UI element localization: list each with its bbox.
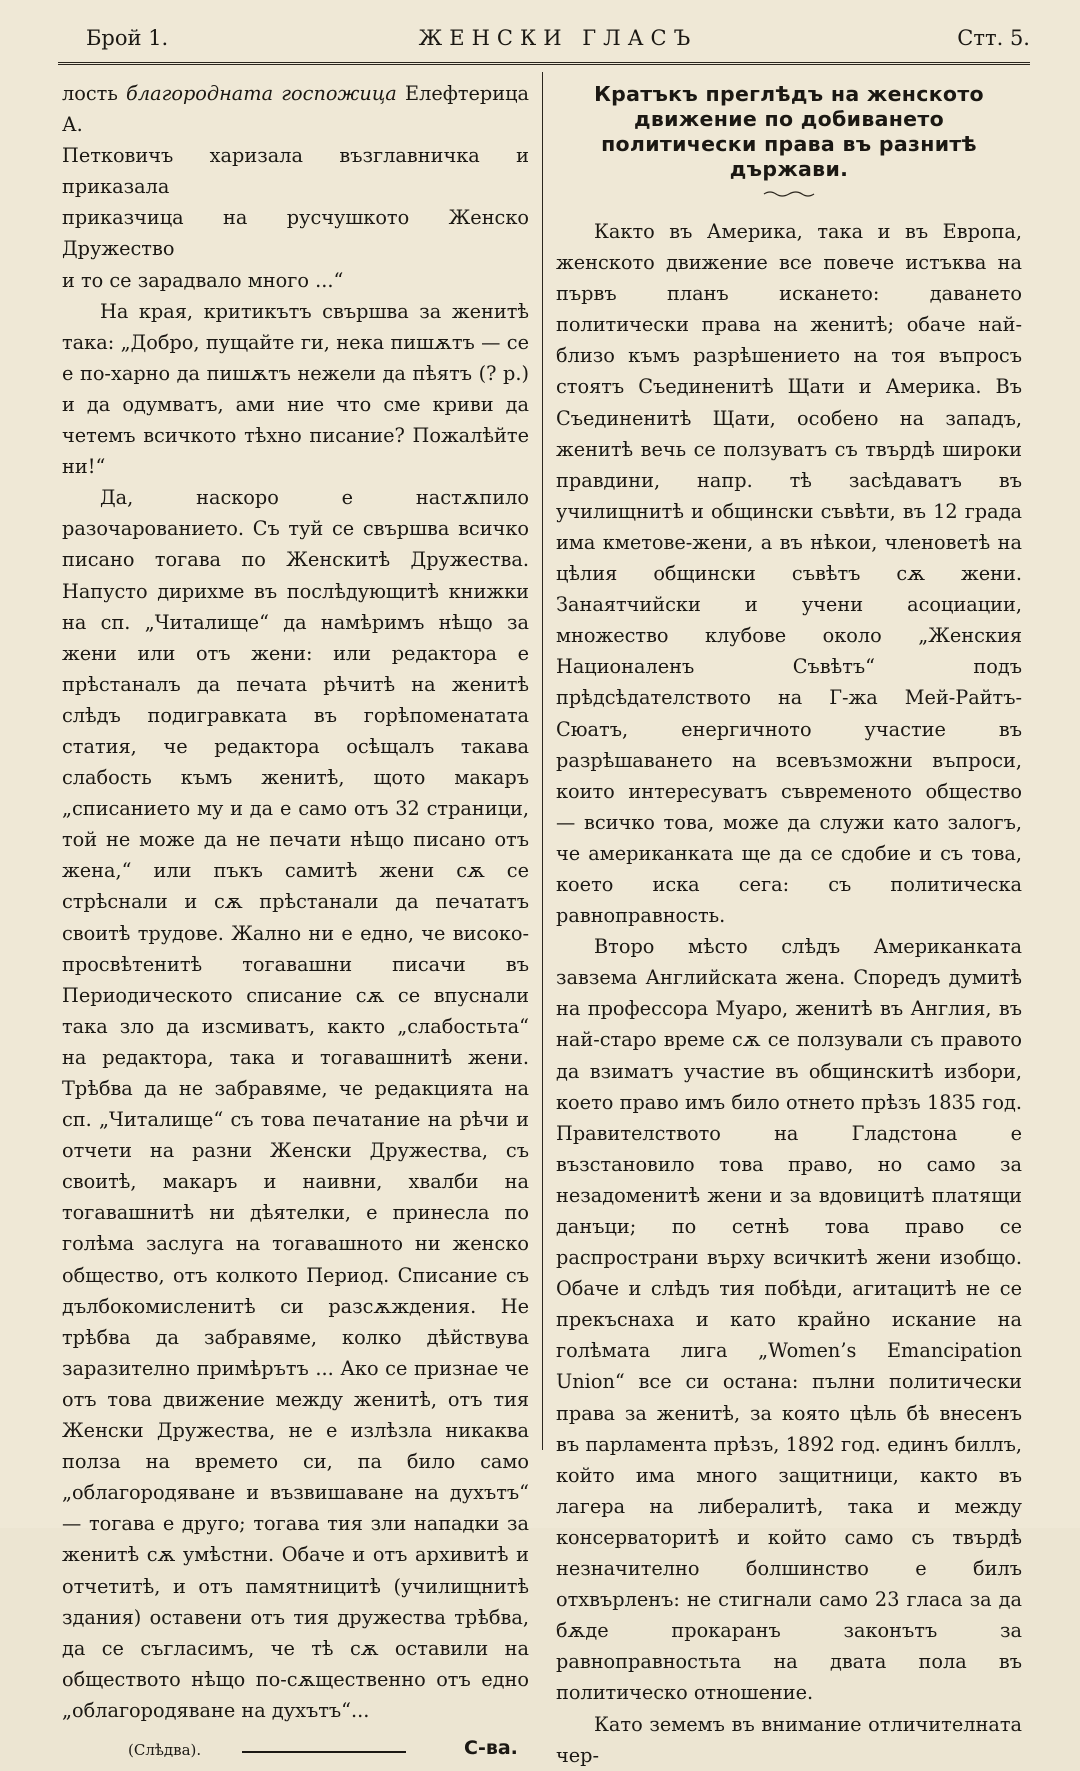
- article-footer: [62, 1733, 529, 1767]
- continued-line-1: лость благородната госпожица Елефтерица А.: [62, 82, 529, 137]
- continued-line-4: и то се зарадвало много ...“: [62, 268, 344, 292]
- separator-line: [242, 1751, 406, 1753]
- column-divider: [542, 72, 543, 1450]
- continued-line-2: Петковичъ харизала възглавничка и приказала: [62, 144, 529, 199]
- header-rule: [58, 62, 1030, 65]
- page-header: [86, 26, 1030, 56]
- paragraph-america: Както въ Америка, така и въ Европа, женското движение все повече истъква на първъ планъ искането: даването политически права на женитѣ; обаче най-близо къмъ разрѣшението на тоя въпросъ стоятъ Съединенитѣ Щати и Америка. Въ Съединенитѣ Щати, особено на западъ, женитѣ вечь се ползуватъ съ твърдѣ широки правдини, напр. тѣ засѣдаватъ въ училищнитѣ и общински съвѣти, въ 12 града има кметове-жени, а въ нѣкои, членоветѣ на цѣлия общински съвѣтъ сѫ жени. Занаятчийски и учени асоциации, множество клубове около „Женския Националенъ Съвѣтъ“ подъ прѣдсѣдателството на Г-жа Мей-Райтъ-Сюатъ, енергичното участие въ разрѣшаването на всевъзможни въпроси, които интересуватъ съвременото общество — всичко това, може да служи като залогъ, че американката ще да се сдобие и съ това, което иска сега: съ политическа равноправность.: [556, 220, 1022, 928]
- continued-paragraph: [62, 78, 529, 296]
- continued-line-3: приказчица на русчушкото Женско Дружество: [62, 206, 529, 261]
- italic-phrase: благородната госпожица: [126, 82, 397, 105]
- continued-note: (Слѣдва).: [128, 1740, 202, 1759]
- title-flourish: [763, 190, 815, 198]
- page-number: Стт. 5.: [957, 26, 1030, 50]
- author-signature: С-ва.: [464, 1736, 518, 1759]
- right-column: [556, 82, 1022, 1771]
- newspaper-title: ЖЕНСКИ ГЛАСЪ: [418, 26, 698, 50]
- paragraph-continued: Като земемъ въ внимание отличителната чер-: [556, 1712, 1022, 1767]
- paragraph-critic: На края, критикътъ свършва за женитѣ така: „Добро, пущайте ги, нека пишѫтъ — се е по-харно да пишѫтъ нежели да пѣятъ (? р.) и да одумватъ, ами ние что сме криви да четемъ всичкото тѣхно писание? Пожалѣйте ни!“: [62, 299, 529, 479]
- paragraph-england: Второ мѣсто слѣдъ Американката завзема Английската жена. Споредъ думитѣ на профессора Муаро, женитѣ въ Англия, въ най-старо време сѫ се ползували съ правото да взиматъ участие въ общинскитѣ избори, което право имъ било отнето прѣзъ 1835 год. Правителството на Гладстона е възстановило това право, но само за незадоменитѣ жени и за вдовицитѣ платящи данъци; по сетнѣ това право се распространи върху всичкитѣ жени изобщо. Обаче и слѣдъ тия побѣди, агитацитѣ не се прекъснаха и като крайно искание на голѣмата лига „Women’s Emancipation Union“ все си остана: пълни политически права за женитѣ, за която цѣль бѣ внесенъ въ парламента прѣзъ, 1892 год. единъ биллъ, който има много защитници, както въ лагера на либералитѣ, така и между консерваторитѣ и който само съ твърдѣ незначително болшинство е билъ отхвърленъ: не стигнали само 23 гласа за да бѫде прокаранъ законътъ за равноправностьта на двата пола въ политическо отношение.: [556, 935, 1022, 1705]
- left-column: [62, 78, 529, 1767]
- article-title: Кратъкъ прeглѣдъ на женското движение по добиването политически права въ разнитѣ държави.: [594, 82, 984, 181]
- issue-number: Брой 1.: [86, 26, 169, 50]
- paragraph-disappointment: Да, наскоро е настѫпило разочарованието. Съ туй се свършва всичко писано тогава по Женскитѣ Дружества. Напусто дирихме въ послѣдующитѣ книжки на сп. „Читалище“ да намѣримъ нѣщо за жени или отъ жени: или редактора е прѣстаналъ да печата рѣчитѣ на женитѣ слѣдъ подигравката въ горѣпоменатата статия, че редактора осѣщалъ такава слабость къмъ женитѣ, щото макаръ „списанието му и да е само отъ 32 страници, той не може да не печати нѣщо писано отъ жена,“ или пъкъ самитѣ жени сѫ се стрѣснали и сѫ прѣстанали да печататъ своитѣ трудове. Жално ни е едно, че високо-просвѣтенитѣ тогавашни писачи въ Периодическото списание сѫ се впуснали така зло да изсмиватъ, както „слабостьта“ на редактора, така и тогавашнитѣ жени. Трѣбва да не забравяме, че редакцията на сп. „Читалище“ съ това печатание на рѣчи и отчети на разни Женски Дружества, съ своитѣ, макаръ и наивни, хвалби на тогавашнитѣ ни дѣятелки, е принесла по голѣма заслуга на тогавашното ни женско общество, отъ колкото Период. Списание съ дълбокомисленитѣ си разсѫждения. Не трѣбва да забравяме, колко дѣйствува заразително примѣрътъ ... Ако се признае че отъ това движение между женитѣ, отъ тия Женски Дружества, не е излѣзла никаква полза на времето си, па било само „облагородяване и възвишаване на духътъ“ — тогава е друго; тогава тия зли нападки за женитѣ сѫ умѣстни. Обаче и отъ архивитѣ и отчетитѣ, и отъ памятницитѣ (училищнитѣ здания) оставени отъ тия дружества трѣбва, да се съгласимъ, че тѣ сѫ оставили на обществото нѣщо по-сѫщественно отъ едно „облагородяване на духътъ“...: [62, 486, 529, 1722]
